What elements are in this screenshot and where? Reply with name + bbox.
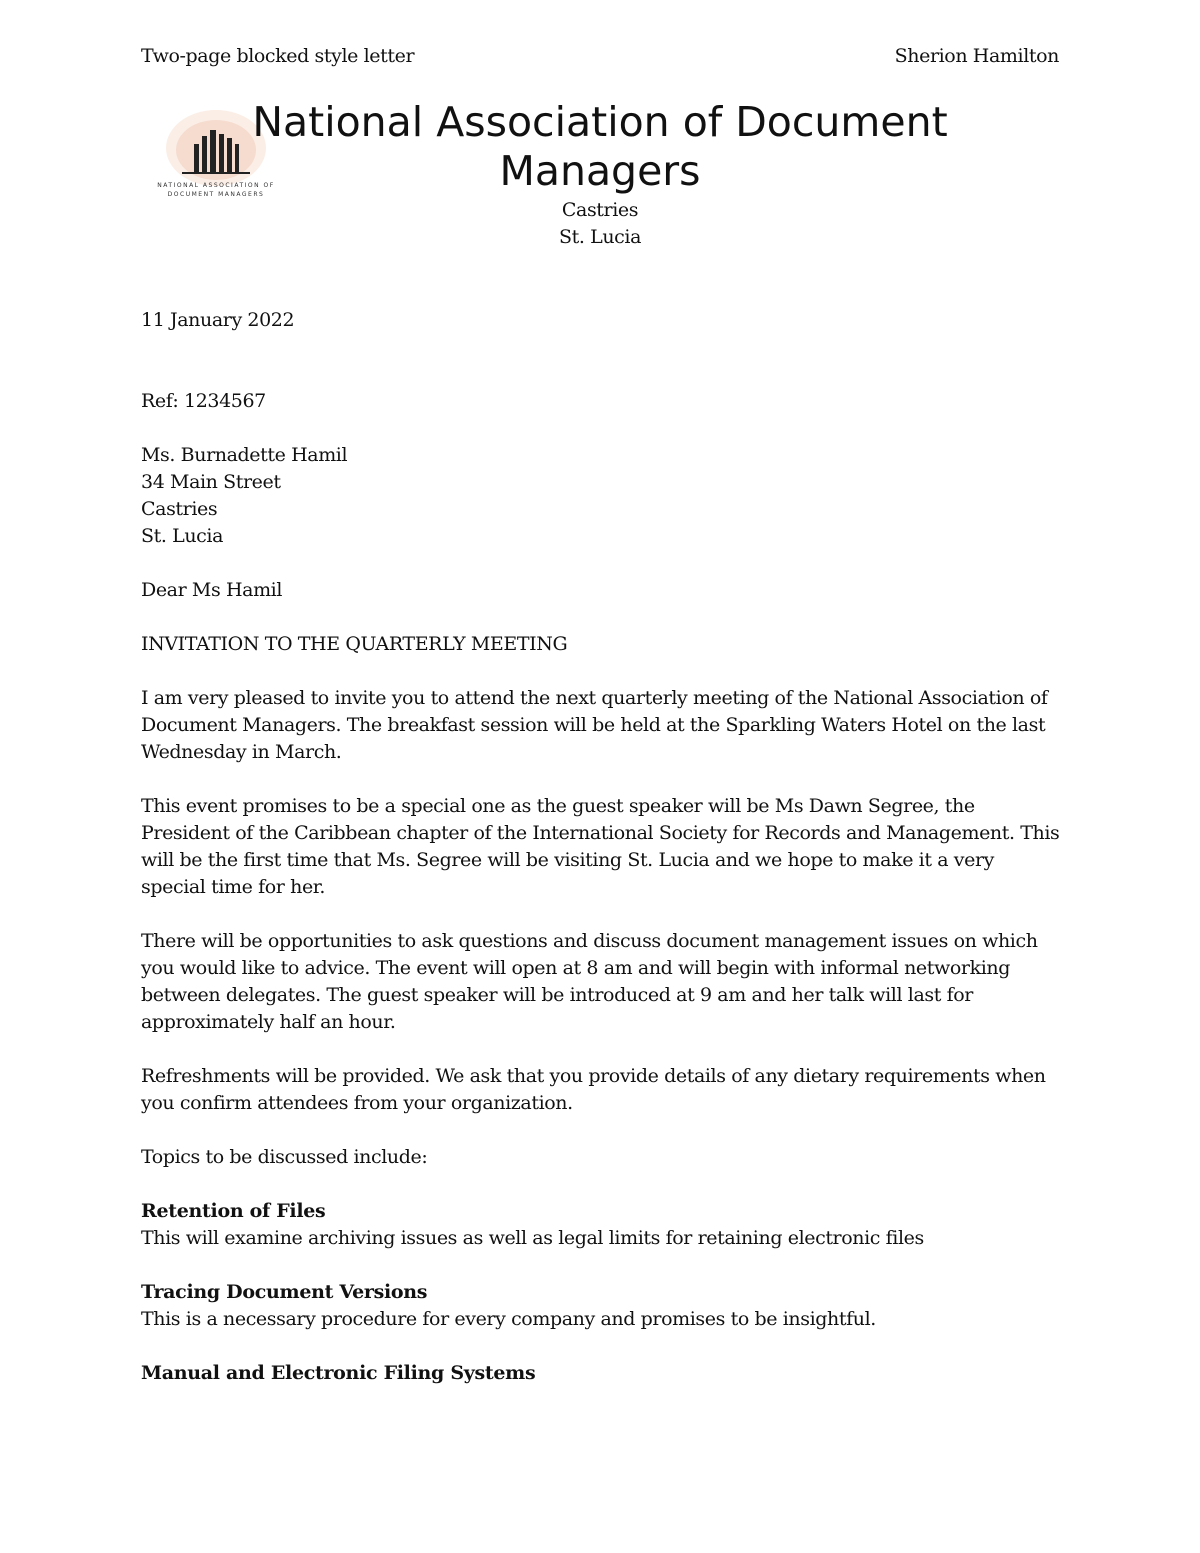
organization-name: National Association of Document Managers bbox=[252, 98, 948, 195]
header-document-title: Two-page blocked style letter bbox=[141, 45, 415, 67]
paragraph: I am very pleased to invite you to attend the next quarterly meeting of the National Association of Document Managers. The breakfast session will be held at the Sparkling Waters Hotel on the last Wednesday in March. bbox=[141, 687, 1048, 763]
topic-title: Tracing Document Versions bbox=[141, 1281, 428, 1303]
organization-country: St. Lucia bbox=[558, 226, 642, 248]
reference-number: Ref: 1234567 bbox=[141, 390, 266, 412]
letter-body bbox=[141, 307, 1061, 1387]
letter-date: 11 January 2022 bbox=[141, 309, 295, 331]
header-author: Sherion Hamilton bbox=[894, 45, 1059, 67]
paragraph: This event promises to be a special one as the guest speaker will be Ms Dawn Segree, the President of the Caribbean chapter of the International Society for Records and Management. This will be the first time that Ms. Segree will be visiting St. Lucia and we hope to make it a very special time for her. bbox=[141, 795, 1060, 898]
topic-description: This is a necessary procedure for every company and promises to be insightful. bbox=[141, 1308, 876, 1330]
topic-description: This will examine archiving issues as well as legal limits for retaining electronic files bbox=[141, 1227, 924, 1249]
topic-title: Retention of Files bbox=[141, 1200, 326, 1222]
subject-line: INVITATION TO THE QUARTERLY MEETING bbox=[141, 633, 568, 655]
organization-city: Castries bbox=[561, 199, 639, 221]
logo-text-line2: DOCUMENT MANAGERS bbox=[167, 191, 265, 198]
recipient-name: Ms. Burnadette Hamil bbox=[141, 444, 348, 466]
recipient-city: Castries bbox=[141, 498, 218, 520]
topic-title: Manual and Electronic Filing Systems bbox=[141, 1362, 536, 1384]
recipient-country: St. Lucia bbox=[141, 525, 224, 547]
paragraph: There will be opportunities to ask questions and discuss document management issues on which you would like to advice. The event will open at 8 am and will begin with informal networking between delegates. The guest speaker will be introduced at 9 am and her talk will last for approximately half an hour. bbox=[141, 930, 1038, 1033]
logo-text-line1: NATIONAL ASSOCIATION OF bbox=[157, 182, 275, 189]
recipient-street: 34 Main Street bbox=[141, 471, 281, 493]
topics-intro: Topics to be discussed include: bbox=[141, 1146, 428, 1168]
salutation: Dear Ms Hamil bbox=[141, 579, 283, 601]
paragraph: Refreshments will be provided. We ask that you provide details of any dietary requirements when you confirm attendees from your organization. bbox=[141, 1065, 1046, 1114]
